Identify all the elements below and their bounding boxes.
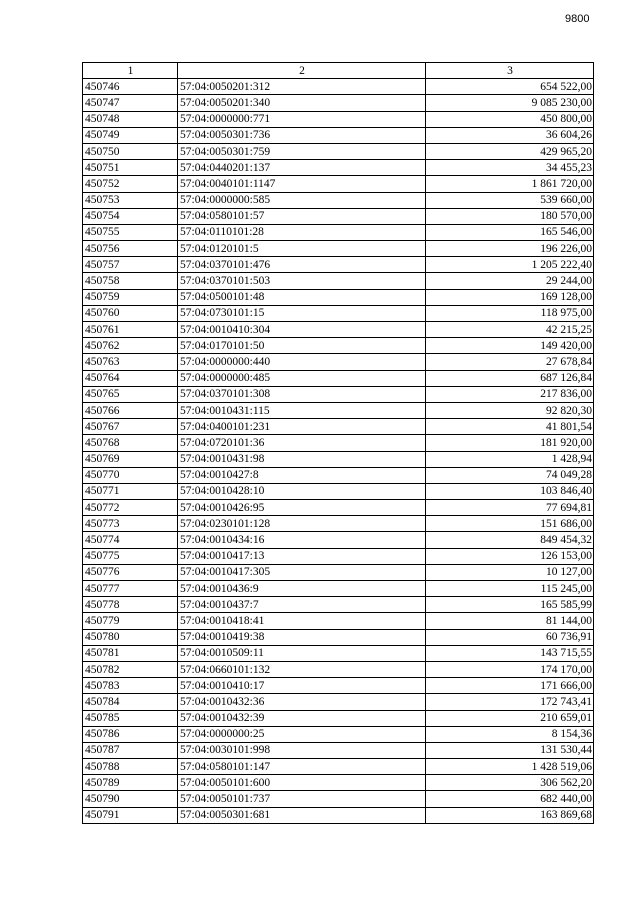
cadastral-number-cell: 57:04:0010437:7 [178,597,426,613]
cadastral-number-cell: 57:04:0010509:11 [178,645,426,661]
value-cell: 172 743,41 [426,694,594,710]
value-cell: 151 686,00 [426,516,594,532]
cadastral-number-cell: 57:04:0400101:231 [178,419,426,435]
table-row [83,613,594,629]
row-number-cell: 450788 [83,759,178,775]
row-number-cell: 450770 [83,467,178,483]
table-row [83,597,594,613]
value-cell: 81 144,00 [426,613,594,629]
cadastral-number-cell: 57:04:0110101:28 [178,224,426,240]
cadastral-number-cell: 57:04:0440201:137 [178,160,426,176]
table-row [83,726,594,742]
table-row [83,759,594,775]
cadastral-number-cell: 57:04:0040101:1147 [178,176,426,192]
row-number-cell: 450758 [83,273,178,289]
row-number-cell: 450775 [83,548,178,564]
value-cell: 126 153,00 [426,548,594,564]
table-row [83,192,594,208]
row-number-cell: 450764 [83,370,178,386]
value-cell: 36 604,26 [426,127,594,143]
value-cell: 92 820,30 [426,402,594,418]
value-cell: 29 244,00 [426,273,594,289]
table-row [83,678,594,694]
table-row [83,127,594,143]
row-number-cell: 450749 [83,127,178,143]
row-number-cell: 450791 [83,807,178,823]
row-number-cell: 450779 [83,613,178,629]
cadastral-number-cell: 57:04:0010418:41 [178,613,426,629]
table-row [83,354,594,370]
row-number-cell: 450771 [83,483,178,499]
cadastral-number-cell: 57:04:0010431:98 [178,451,426,467]
cadastral-number-cell: 57:04:0000000:585 [178,192,426,208]
cadastral-number-cell: 57:04:0050201:312 [178,79,426,95]
cadastral-number-cell: 57:04:0050301:681 [178,807,426,823]
cadastral-number-cell: 57:04:0000000:25 [178,726,426,742]
value-cell: 1 205 222,40 [426,257,594,273]
table-row [83,322,594,338]
cadastral-number-cell: 57:04:0010410:17 [178,678,426,694]
table-row [83,241,594,257]
cadastral-number-cell: 57:04:0050301:736 [178,127,426,143]
row-number-cell: 450778 [83,597,178,613]
value-cell: 41 801,54 [426,419,594,435]
table-row [83,742,594,758]
row-number-cell: 450783 [83,678,178,694]
row-number-cell: 450787 [83,742,178,758]
table-row [83,467,594,483]
cadastral-number-cell: 57:04:0010431:115 [178,402,426,418]
table-row [83,532,594,548]
value-cell: 450 800,00 [426,111,594,127]
row-number-cell: 450753 [83,192,178,208]
cadastral-number-cell: 57:04:0010426:95 [178,500,426,516]
cadastral-number-cell: 57:04:0370101:503 [178,273,426,289]
table-row [83,775,594,791]
value-cell: 74 049,28 [426,467,594,483]
value-cell: 165 546,00 [426,224,594,240]
row-number-cell: 450761 [83,322,178,338]
table-row [83,435,594,451]
table-row [83,791,594,807]
value-cell: 1 428 519,06 [426,759,594,775]
value-cell: 174 170,00 [426,661,594,677]
value-cell: 42 215,25 [426,322,594,338]
column-header-2: 2 [178,63,426,79]
row-number-cell: 450752 [83,176,178,192]
value-cell: 9 085 230,00 [426,95,594,111]
table-row [83,564,594,580]
value-cell: 77 694,81 [426,500,594,516]
row-number-cell: 450765 [83,386,178,402]
cadastral-number-cell: 57:04:0370101:476 [178,257,426,273]
row-number-cell: 450756 [83,241,178,257]
value-cell: 1 861 720,00 [426,176,594,192]
value-cell: 34 455,23 [426,160,594,176]
cadastral-number-cell: 57:04:0010432:36 [178,694,426,710]
row-number-cell: 450757 [83,257,178,273]
cadastral-number-cell: 57:04:0500101:48 [178,289,426,305]
cadastral-number-cell: 57:04:0120101:5 [178,241,426,257]
table-row [83,402,594,418]
row-number-cell: 450782 [83,661,178,677]
value-cell: 210 659,01 [426,710,594,726]
cadastral-number-cell: 57:04:0660101:132 [178,661,426,677]
row-number-cell: 450776 [83,564,178,580]
cadastral-number-cell: 57:04:0010428:10 [178,483,426,499]
table-row [83,516,594,532]
cadastral-number-cell: 57:04:0010434:16 [178,532,426,548]
table-row [83,111,594,127]
table-row [83,289,594,305]
row-number-cell: 450769 [83,451,178,467]
table-row [83,386,594,402]
cadastral-number-cell: 57:04:0050101:600 [178,775,426,791]
table-header [83,63,594,79]
cadastral-number-cell: 57:04:0720101:36 [178,435,426,451]
value-cell: 687 126,84 [426,370,594,386]
row-number-cell: 450784 [83,694,178,710]
value-cell: 180 570,00 [426,208,594,224]
value-cell: 169 128,00 [426,289,594,305]
value-cell: 682 440,00 [426,791,594,807]
row-number-cell: 450786 [83,726,178,742]
cadastral-number-cell: 57:04:0230101:128 [178,516,426,532]
table-row [83,451,594,467]
cadastral-number-cell: 57:04:0730101:15 [178,305,426,321]
row-number-cell: 450768 [83,435,178,451]
column-header-1: 1 [83,63,178,79]
row-number-cell: 450759 [83,289,178,305]
value-cell: 149 420,00 [426,338,594,354]
table-row [83,257,594,273]
cadastral-number-cell: 57:04:0050201:340 [178,95,426,111]
value-cell: 143 715,55 [426,645,594,661]
cadastral-number-cell: 57:04:0050101:737 [178,791,426,807]
value-cell: 306 562,20 [426,775,594,791]
table-row [83,661,594,677]
row-number-cell: 450748 [83,111,178,127]
row-number-cell: 450780 [83,629,178,645]
table-row [83,79,594,95]
row-number-cell: 450751 [83,160,178,176]
value-cell: 103 846,40 [426,483,594,499]
value-cell: 429 965,20 [426,143,594,159]
table-row [83,807,594,823]
value-cell: 654 522,00 [426,79,594,95]
row-number-cell: 450781 [83,645,178,661]
page-number: 9800 [565,13,590,25]
value-cell: 539 660,00 [426,192,594,208]
table-row [83,500,594,516]
row-number-cell: 450766 [83,402,178,418]
table-row [83,419,594,435]
table-row [83,548,594,564]
cadastral-number-cell: 57:04:0580101:57 [178,208,426,224]
value-cell: 60 736,91 [426,629,594,645]
value-cell: 1 428,94 [426,451,594,467]
cadastral-number-cell: 57:04:0000000:440 [178,354,426,370]
value-cell: 163 869,68 [426,807,594,823]
value-cell: 849 454,32 [426,532,594,548]
cadastral-number-cell: 57:04:0010432:39 [178,710,426,726]
row-number-cell: 450773 [83,516,178,532]
cadastral-number-cell: 57:04:0580101:147 [178,759,426,775]
cadastral-number-cell: 57:04:0010410:304 [178,322,426,338]
row-number-cell: 450762 [83,338,178,354]
row-number-cell: 450785 [83,710,178,726]
value-cell: 10 127,00 [426,564,594,580]
row-number-cell: 450777 [83,581,178,597]
cadastral-number-cell: 57:04:0010427:8 [178,467,426,483]
table-row [83,143,594,159]
row-number-cell: 450774 [83,532,178,548]
cadastral-number-cell: 57:04:0000000:771 [178,111,426,127]
row-number-cell: 450747 [83,95,178,111]
table-row [83,694,594,710]
table-row [83,273,594,289]
value-cell: 217 836,00 [426,386,594,402]
table-row [83,95,594,111]
table-row [83,710,594,726]
cadastral-number-cell: 57:04:0370101:308 [178,386,426,402]
table-row [83,305,594,321]
cadastral-number-cell: 57:04:0010417:305 [178,564,426,580]
row-number-cell: 450789 [83,775,178,791]
cadastral-number-cell: 57:04:0050301:759 [178,143,426,159]
value-cell: 115 245,00 [426,581,594,597]
row-number-cell: 450750 [83,143,178,159]
row-number-cell: 450767 [83,419,178,435]
table-row [83,581,594,597]
value-cell: 181 920,00 [426,435,594,451]
table-row [83,629,594,645]
value-cell: 131 530,44 [426,742,594,758]
cadastral-number-cell: 57:04:0170101:50 [178,338,426,354]
value-cell: 196 226,00 [426,241,594,257]
cadastral-number-cell: 57:04:0000000:485 [178,370,426,386]
cadastral-number-cell: 57:04:0010419:38 [178,629,426,645]
value-cell: 171 666,00 [426,678,594,694]
row-number-cell: 450763 [83,354,178,370]
table-body [83,79,594,824]
table-row [83,645,594,661]
value-cell: 27 678,84 [426,354,594,370]
table-row [83,176,594,192]
row-number-cell: 450790 [83,791,178,807]
row-number-cell: 450772 [83,500,178,516]
table-row [83,338,594,354]
cadastral-number-cell: 57:04:0010417:13 [178,548,426,564]
table-row [83,208,594,224]
row-number-cell: 450746 [83,79,178,95]
row-number-cell: 450754 [83,208,178,224]
value-cell: 8 154,36 [426,726,594,742]
row-number-cell: 450760 [83,305,178,321]
table-row [83,160,594,176]
header-row [83,63,594,79]
cadastral-number-cell: 57:04:0030101:998 [178,742,426,758]
value-cell: 118 975,00 [426,305,594,321]
data-table [82,62,594,824]
table-row [83,370,594,386]
cadastral-number-cell: 57:04:0010436:9 [178,581,426,597]
column-header-3: 3 [426,63,594,79]
value-cell: 165 585,99 [426,597,594,613]
row-number-cell: 450755 [83,224,178,240]
table-row [83,224,594,240]
table-row [83,483,594,499]
